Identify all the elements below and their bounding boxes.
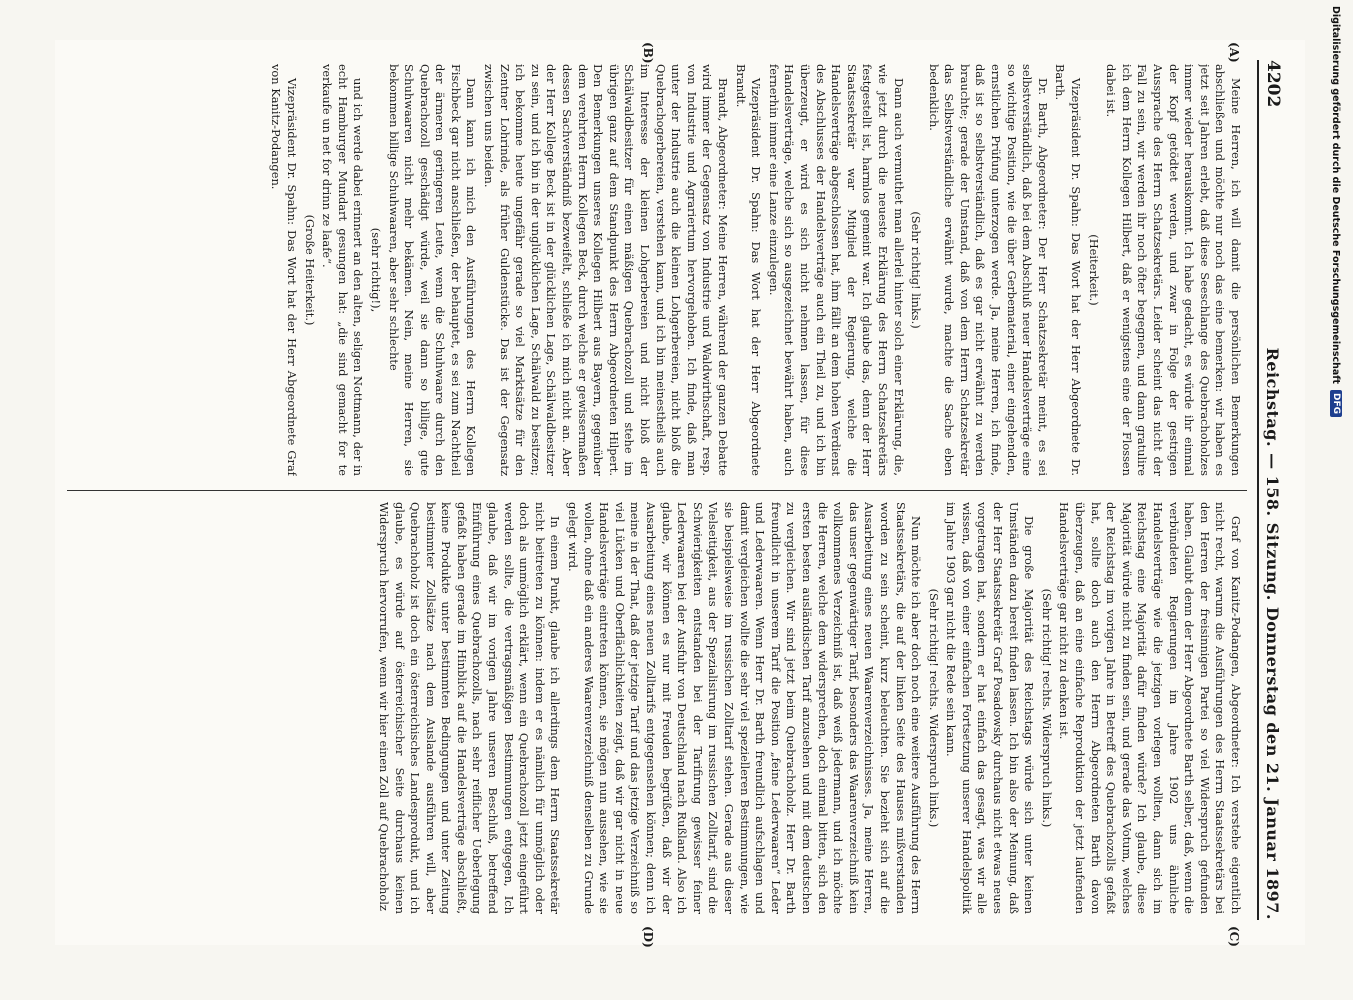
speaker-announcement: Vizepräsident Dr. Spahn: Das Wort hat der Herr Abgeordnete Dr. Barth. [1053,64,1084,476]
paragraph: Nun möchte ich aber doch noch eine weitere Ausführung des Herrn Staatssekretärs, die auf der linken Seite des Hauses mißverstanden worden zu sein scheint, kurz beleuchten. Sie bezieht sich auf die Ausarbeitung eines neuen Waarenverzeichnisses. Ja, meine Herren, das unser gegenwärtiger Tarif, besonders das Waarenverzeichniß kein vollkommenes Verzeichniß ist, daß weiß jedermann, und ich möchte die Herren, welche dem widersprechen, doch einmal bitten, sich den ersten besten ausländischen Tarif anzusehen und mit dem deutschen zu vergleichen. Wir sind jetzt beim Quebrachoholz. Herr Dr. Barth freundlicht in unserem Tarif die Position „feine Lederwaaren“ Leder und Lederwaaren. Wenn Herr Dr. Barth freundlich aufschlagen und damit vergleichen wollte die sehr viel spezielleren Bestimmungen, wie sie beispielsweise im russischen Zolltarif stehen. Gerade aus dieser Vielseitigkeit, aus der Spezialisirung im russischen Zolltarif, sind die Schwierigkeiten entstanden bei der Tarifirung gewisser feiner Lederwaaren bei der Ausfuhr von Deutschland nach Rußland. Also ich glaube, wir können es nur mit Freuden begrüßen, daß wir der Ausarbeitung eines neuen Zolltarifs entgegensehen können; denn ich meine in der That, daß der jetzige Tarif und das jetzige Verzeichniß so viel Lücken und Oberflächlichkeiten zeigt, daß wir gar nicht in neue Handelsverträge eintreten können, sie mögen nun aussehen, wie sie wollen, ohne daß ein anderes Waarenverzeichniß denselben zu Grunde gelegt wird. [566,502,924,914]
interjection: (Sehr richtig! rechts. Widerspruch links.) [926,588,941,828]
digitization-credit [1325,0,1353,1000]
paragraph: Meine Herren, ich will damit die persönlichen Bemerkungen abschließen und möchte nur noch das eine bemerken: wir haben es jetzt seit Jahren erlebt, daß diese Seeschlange des Quebrachoholzes immer wieder herauskommt. Ich habe gedacht, es würde ihr einmal der Kopf getödtet werden, und zwar in Folge der gestrigen Aussprache des Herrn Schatzsekretärs. Leider scheint das nicht der Fall zu sein, wir werden ihr noch öfter begegnen, und dann gratulire ich dem Herrn Kollegen Hilbert, daß er wenigstens eine der Flossen dabei ist. [1104,64,1243,476]
left-column [73,64,1243,476]
running-title: Reichstag. — 158. Sitzung. Donnerstag den 21. Januar 1897. [1263,347,1283,920]
page-number: 4202 [1263,60,1283,108]
interjection: (Große Heiterkeit.) [302,214,317,326]
margin-marker-c: (C) [1227,926,1241,947]
paragraph: In einem Punkt, glaube ich allerdings dem Herrn Staatssekretär nicht beitreten zu können: indem er es nämlich für unmöglich oder doch als unmöglich erklärt, wenn ein Quebrachozoll jetzt eingeführt werden sollte, die vertragsmäßigen Bestimmungen entgegen, Ich glaube, daß wir im vorigen Jahre unseren Beschluß, betreffend Einführung eines Quebrachozolls, nach sehr reiflicher Ueberlegung gefaßt haben gerade im Hinblick auf die Handelsverträge abschließt, keine Produkte unter bestimmten Bedingungen und unter Zeitung bestimmter Zollsätze nach dem Auslande ausführen will, aber Quebrachoholz ist doch ein österreichisches Landesprodukt, und ich glaube, es würde auf österreichischer Seite durchaus keinen Widerspruch hervorrufen, wenn wir hier einen Zoll auf Quebrachoholz [376,502,563,914]
paragraph: Dann kann ich mich den Ausführungen des Herrn Kollegen Fischbeck gar nicht anschließen, der behauptet, es sei zum Nachtheil der ärmeren geringeren Leute, wenn die Schuhwaare durch den Quebrachozoll geschädigt würde, weil sie dann so billige, gute Schuhwaaren nicht mehr bekämen. Nein, meine Herren, sie bekommen billige Schuhwaaren, aber sehr schlechte [386,64,479,476]
interjection: (Sehr richtig! links.) [909,211,924,329]
paragraph: Dr. Barth, Abgeordneter: Der Herr Schatzsekretär meint, es sei selbstverständlich, daß bei dem Abschluß neuer Handelsverträge eine so wichtige Position, wie die über Gerbematerial, einer eingehenden, ernstlichen Prüfung unterzogen werde. Ja, meine Herren, ich finde, daß ist so selbstverständlich, daß es gar nicht erwähnt zu werden brauchte; gerade der Umstand, daß von dem Herrn Schatzsekretär das Selbstverständliche erwähnt wurde, machte die Sache eben bedenklich. [926,64,1050,476]
paragraph: Graf von Kanitz-Podangen, Abgeordneter: Ich verstehe eigentlich nicht recht, warum die Ausführungen des Herrn Staatssekretärs bei den Herren der freisinnigen Partei so viel Widerspruch gefunden haben. Glaubt denn der Herr Abgeordnete Barth selber, daß, wenn die verbündeten Regierungen im Jahre 1902 uns ähnliche Handelsverträge wie die jetzigen vorlegen wollten, dann sich im Reichstag eine Majorität dafür finden würde? Ich glaube, diese Majorität würde nicht zu finden sein, und gerade das Votum, welches der Reichstag im vorigen Jahre in Betreff des Quebrachozolls gefaßt hat, sollte doch auch den Herrn Abgeordneten Barth davon überzeugen, daß an eine einfache Reproduktion der jetzt laufenden Handelsverträge gar nicht zu denken ist. [1057,502,1243,914]
paragraph: und ich werde dabei erinnert an den alten, seligen Nottmann, der in echt Hamburger Mundart gesungen hat: „die sind gemacht for te verkaufe un net for drinn ze laafe“. [320,64,366,476]
margin-marker-a: (A) [1227,42,1241,63]
interjection: (Heiterkeit.) [1086,234,1101,306]
right-column [73,502,1243,914]
paragraph: Brandt, Abgeordneter: Meine Herren, während der ganzen Debatte wird immer der Gegensatz von Industrie und Waldwirthschaft, resp. von Industrie und Agrariertum hervorgehoben. Ich finde, daß man unter der Industrie auch die kleinen Lohgerbereien, nicht bloß die Quebrachogerbereien, verstehen kann, und ich bin meinestheils auch im Interesse der kleinen Lohgerbereien und nicht bloß der Schälwaldbesitzer für einen mäßigen Quebrachozoll und stehe im übrigen ganz auf dem Standpunkt des Herrn Abgeordneten Hilpert. Den Bemerkungen unseres Kollegen Hilbert aus Bayern, gegenüber dem verehrten Herrn Kollegen Beck, durch welche er gewissermaßen dessen Sachverständniß bezweifelt, schließe ich mich nicht an. Aber der Herr Kollege Beck ist in der glücklichen Lage, Schälwaldbesitzer zu sein, und ich bin in der unglücklichen Lage, Schälwald zu besitzen; ich bekomme heute ungefähr gerade so viel Marktsätze für den Zentner Lohrinde, als früher Guldenstücke. Das ist der Gegensatz zwischen uns beiden. [482,64,730,476]
dfg-logo: DFG [1330,390,1342,417]
interjection: (sehr richtig!), [368,227,383,313]
paragraph: Dann auch vermuthet man allerlei hinter solch einer Erklärung, die, wie jetzt durch die neueste Erklärung des Herrn Schatzsekretärs festgestellt ist, harmlos gemeint war. Ich glaube das, denn der Herr Staatssekretär war Mitglied der Regierung, welche die Handelsverträge abgeschlossen hat, ihm fällt an dem hohen Verdienst des Abschlusses der Handelsverträge auch ein Theil zu, und ich bin überzeugt, er wird es sich nicht nehmen lassen, für diese Handelsverträge, welche sich so ausgezeichnet bewährt haben, auch fernerhin immer eine Lanze einzulegen. [766,64,906,476]
column-divider [67,490,1247,491]
scanned-page [55,40,1305,948]
page-header [1257,60,1287,920]
speaker-announcement: Vizepräsident Dr. Spahn: Das Wort hat der Herr Abgeordnete Brandt. [733,64,764,476]
margin-marker-b: (B) [641,42,655,64]
interjection: (Sehr richtig! rechts. Widerspruch links.) [1039,588,1054,828]
rotated-page-content [55,40,1305,948]
credit-text: Digitalisierung gefördert durch die Deutsche Forschungsgemeinschaft [1330,6,1342,384]
paragraph: Die große Majorität des Reichstags würde sich unter keinen Umständen dazu bereit finden lassen. Ich bin also der Meinung, daß der Herr Staatssekretär Graf Posadowsky durchaus nicht etwas neues vorgetragen hat, sondern er hat einfach das gesagt, was wir alle wissen, daß von einer einfachen Fortsetzung unserer Handelspolitik im Jahre 1903 gar nicht die Rede sein kann. [944,502,1037,914]
speaker-announcement: Vizepräsident Dr. Spahn: Das Wort hat der Herr Abgeordnete Graf von Kanitz-Podangen. [269,64,299,476]
margin-marker-d: (D) [641,926,655,948]
